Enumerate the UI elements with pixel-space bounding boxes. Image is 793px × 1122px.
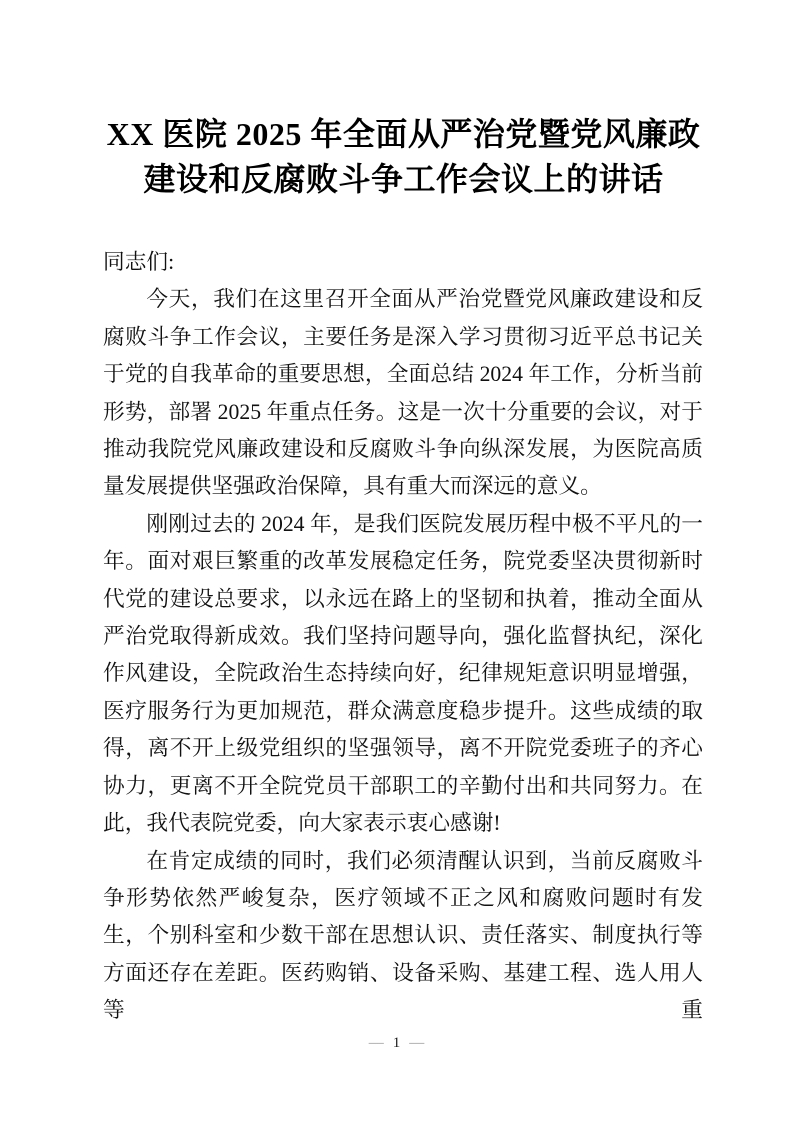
- document-body: [103, 244, 703, 1030]
- page-number: 1: [392, 1035, 401, 1051]
- document-title-line-2: 建设和反腐败斗争工作会议上的讲话: [143, 161, 664, 197]
- footer-dash-right: —: [409, 1035, 425, 1051]
- body-paragraph-1: 今天，我们在这里召开全面从严治党暨党风廉政建设和反腐败斗争工作会议，主要任务是深入学习贯彻习近平总书记关于党的自我革命的重要思想，全面总结 2024 年工作，分析当前形势，部署 2025 年重点任务。这是一次十分重要的会议，对于推动我院党风廉政建设和反腐败斗争向纵深发展，为医院高质量发展提供坚强政治保障，具有重大而深远的意义。: [103, 287, 703, 499]
- salutation: 同志们:: [103, 250, 175, 274]
- page-footer: [0, 1033, 793, 1054]
- footer-dash-left: —: [368, 1035, 384, 1051]
- document-title-line-1: XX 医院 2025 年全面从严治党暨党风廉政: [106, 116, 701, 152]
- body-paragraph-3: 在肯定成绩的同时，我们必须清醒认识到，当前反腐败斗争形势依然严峻复杂，医疗领域不正之风和腐败问题时有发生，个别科室和少数干部在思想认识、责任落实、制度执行等方面还存在差距。医药购销、设备采购、基建工程、选人用人等重: [103, 848, 703, 1023]
- body-paragraph-2: 刚刚过去的 2024 年，是我们医院发展历程中极不平凡的一年。面对艰巨繁重的改革发展稳定任务，院党委坚决贯彻新时代党的建设总要求，以永远在路上的坚韧和执着，推动全面从严治党取得新成效。我们坚持问题导向，强化监督执纪，深化作风建设，全院政治生态持续向好，纪律规矩意识明显增强，医疗服务行为更加规范，群众满意度稳步提升。这些成绩的取得，离不开上级党组织的坚强领导，离不开院党委班子的齐心协力，更离不开全院党员干部职工的辛勤付出和共同努力。在此，我代表院党委，向大家表示衷心感谢!: [103, 511, 703, 836]
- document-title: [104, 0, 703, 202]
